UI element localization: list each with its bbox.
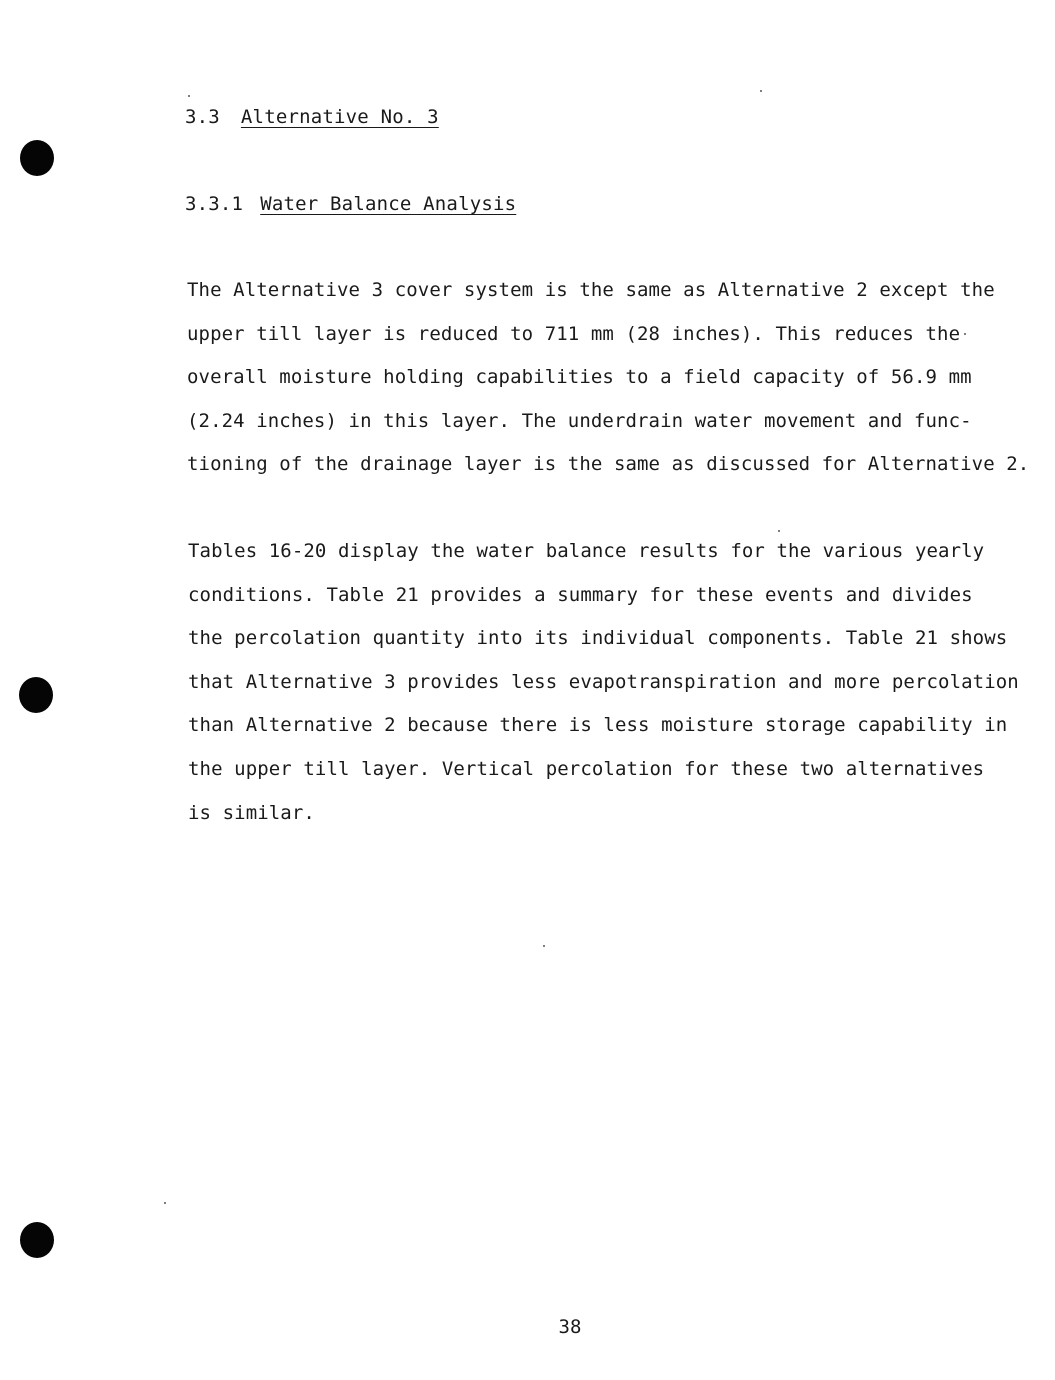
paragraph-line: the upper till layer. Vertical percolation for these two alternatives [188, 757, 985, 780]
paragraph-2 [188, 530, 1019, 835]
punch-hole-bottom [20, 1222, 54, 1258]
subsection-number: 3.3.1 [185, 193, 244, 215]
paragraph-line: is similar. [188, 801, 315, 824]
paragraph-line: that Alternative 3 provides less evapotranspiration and more percolation [188, 670, 1019, 693]
section-heading [185, 106, 439, 128]
subsection-heading [185, 193, 516, 215]
section-title: Alternative No. 3 [240, 106, 439, 128]
scan-speck [543, 945, 545, 947]
scan-speck [760, 90, 762, 92]
paragraph-line: than Alternative 2 because there is less moisture storage capability in [188, 714, 1008, 737]
scan-speck [188, 95, 190, 97]
scan-speck [164, 1202, 166, 1204]
paragraph-line: overall moisture holding capabilities to a field capacity of 56.9 mm [187, 366, 972, 389]
punch-hole-top [20, 140, 54, 176]
subsection-title: Water Balance Analysis [260, 193, 517, 215]
paragraph-line: upper till layer is reduced to 711 mm (28 inches). This reduces the [187, 322, 961, 345]
paragraph-line: the percolation quantity into its individual components. Table 21 shows [188, 627, 1008, 650]
paragraph-line: (2.24 inches) in this layer. The underdrain water movement and func- [187, 409, 972, 432]
paragraph-line: The Alternative 3 cover system is the same as Alternative 2 except the [187, 279, 995, 301]
paragraph-line: conditions. Table 21 provides a summary for these events and divides [188, 583, 973, 606]
paragraph-line: tioning of the drainage layer is the same as discussed for Alternative 2. [187, 453, 1030, 476]
paragraph-line: Tables 16-20 display the water balance results for the various yearly [188, 540, 985, 562]
section-number: 3.3 [185, 106, 220, 128]
page-number: 38 [558, 1316, 582, 1338]
punch-hole-middle [19, 677, 53, 713]
paragraph-1 [187, 269, 1030, 487]
